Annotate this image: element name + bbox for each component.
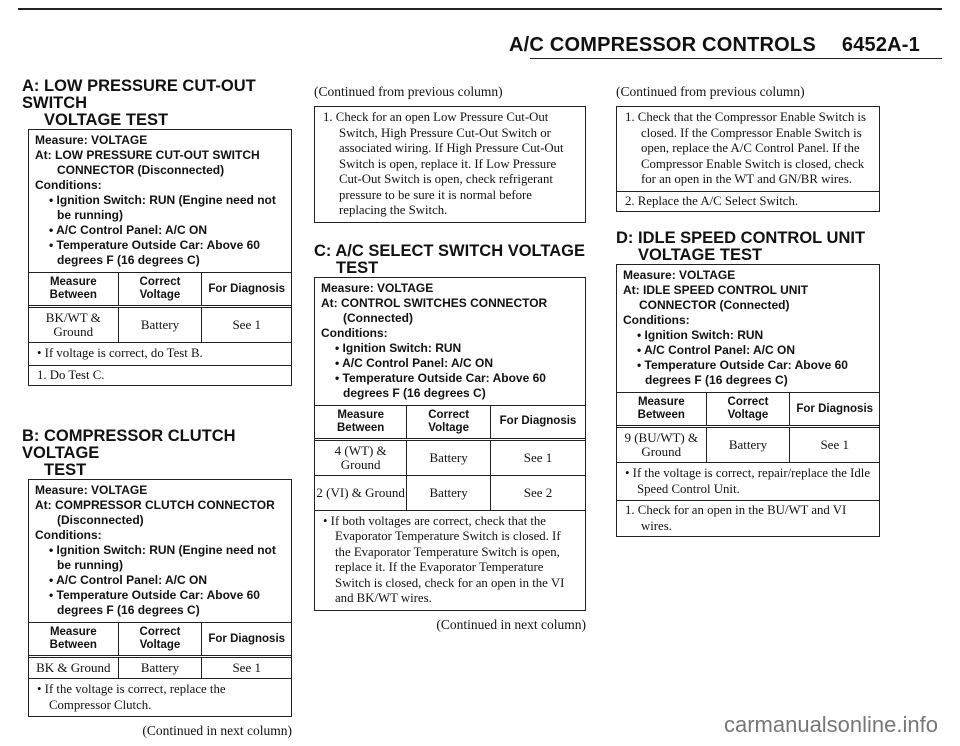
section-b-title: B: COMPRESSOR CLUTCH VOLTAGE TEST <box>22 427 236 479</box>
section-b-note: • If the voltage is correct, replace the Compressor Clutch. <box>37 682 226 712</box>
section-d-note: • If the voltage is correct, repair/replace the Idle Speed Control Unit. <box>625 466 871 496</box>
section-b-box <box>28 479 292 717</box>
section-d-box <box>616 264 880 537</box>
column-1 <box>22 78 292 739</box>
column-3 <box>616 84 880 537</box>
section-c-measure: Measure: VOLTAGE At: CONTROL SWITCHES CONNECTOR (Connected) Conditions: • Ignition Switch: RUN • A/C Control Panel: A/C ON • Temperature Outside Car: Above 60 degrees F (16 degrees C) <box>321 280 548 400</box>
table-row: 4 (WT) & Ground Battery See 1 <box>315 439 585 475</box>
continued-next-label: (Continued in next column) <box>436 616 586 632</box>
continued-next-label: (Continued in next column) <box>142 723 292 738</box>
col3-step-1: 1. Check that the Compressor Enable Switch is closed. If the Compressor Enable Switch is open, replace the A/C Control Panel. If the Compressor Enable Switch is closed, check for an open in the WT and GN/BR wires. <box>625 110 866 186</box>
section-c-box <box>314 277 586 611</box>
header-title: A/C COMPRESSOR CONTROLS <box>509 34 816 56</box>
table-header-row: Measure Between Correct Voltage For Diagnosis <box>617 393 879 427</box>
header-rule <box>530 58 942 59</box>
section-b-measure: Measure: VOLTAGE At: COMPRESSOR CLUTCH CONNECTOR (Disconnected) Conditions: • Ignition Switch: RUN (Engine need not be running) • A/C Control Panel: A/C ON • Temperature Outside Car: Above 60 degrees F (16 degrees C) <box>35 483 276 617</box>
section-d-table <box>617 392 879 463</box>
table-header-row: Measure Between Correct Voltage For Diagnosis <box>29 273 291 307</box>
continued-from-label: (Continued from previous column) <box>616 84 805 99</box>
section-c-note: • If both voltages are correct, check that the Evaporator Temperature Switch is closed. If the Evaporator Temperature Switch is open, replace it. If the Evaporator Temperature Switch is closed, check for an open in the VI and BK/WT wires. <box>323 513 565 605</box>
section-b-table <box>29 622 291 679</box>
section-a-step-1: 1. Do Test C. <box>29 365 291 386</box>
watermark: carmanualsonline.info <box>723 712 938 737</box>
page-header <box>509 34 920 57</box>
section-a-table <box>29 272 291 343</box>
section-a-box <box>28 129 292 386</box>
section-a-title: A: LOW PRESSURE CUT-OUT SWITCH VOLTAGE TEST <box>22 77 256 129</box>
section-c-title: C: A/C SELECT SWITCH VOLTAGE TEST <box>314 241 586 277</box>
section-d-step-1: 1. Check for an open in the BU/WT and VI wires. <box>617 500 879 536</box>
table-header-row: Measure Between Correct Voltage For Diagnosis <box>29 623 291 657</box>
col3-step-box <box>616 106 880 212</box>
section-a-note: • If voltage is correct, do Test B. <box>37 346 203 360</box>
column-2 <box>314 84 586 633</box>
table-row: 2 (VI) & Ground Battery See 2 <box>315 475 585 510</box>
header-page-number: 6452A-1 <box>841 34 920 56</box>
section-a-measure: Measure: VOLTAGE At: LOW PRESSURE CUT-OUT SWITCH CONNECTOR (Disconnected) Conditions: • Ignition Switch: RUN (Engine need not be running) • A/C Control Panel: A/C ON • Temperature Outside Car: Above 60 degrees F (16 degrees C) <box>35 133 276 267</box>
table-row: 9 (BU/WT) & Ground Battery See 1 <box>617 427 879 463</box>
continued-from-label: (Continued from previous column) <box>314 84 503 99</box>
top-rule <box>18 8 942 10</box>
col2-step-box: 1. Check for an open Low Pressure Cut-Out Switch, High Pressure Cut-Out Switch or associated wiring. If High Pressure Cut-Out Switch is open, replace it. If Low Pressure Cut-Out Switch is open, check refrigerant pressure to be sure it is normal before replacing the Switch. <box>314 106 586 223</box>
table-row: BK/WT & Ground Battery See 1 <box>29 307 291 343</box>
table-header-row: Measure Between Correct Voltage For Diagnosis <box>315 405 585 439</box>
section-d-title: D: IDLE SPEED CONTROL UNIT VOLTAGE TEST <box>616 229 866 264</box>
col3-step-2: 2. Replace the A/C Select Switch. <box>617 191 879 212</box>
table-row: BK & Ground Battery See 1 <box>29 657 291 679</box>
section-c-table <box>315 405 585 511</box>
section-d-measure: Measure: VOLTAGE At: IDLE SPEED CONTROL UNIT CONNECTOR (Connected) Conditions: • Ignition Switch: RUN • A/C Control Panel: A/C ON • Temperature Outside Car: Above 60 degrees F (16 degrees C) <box>623 268 848 387</box>
